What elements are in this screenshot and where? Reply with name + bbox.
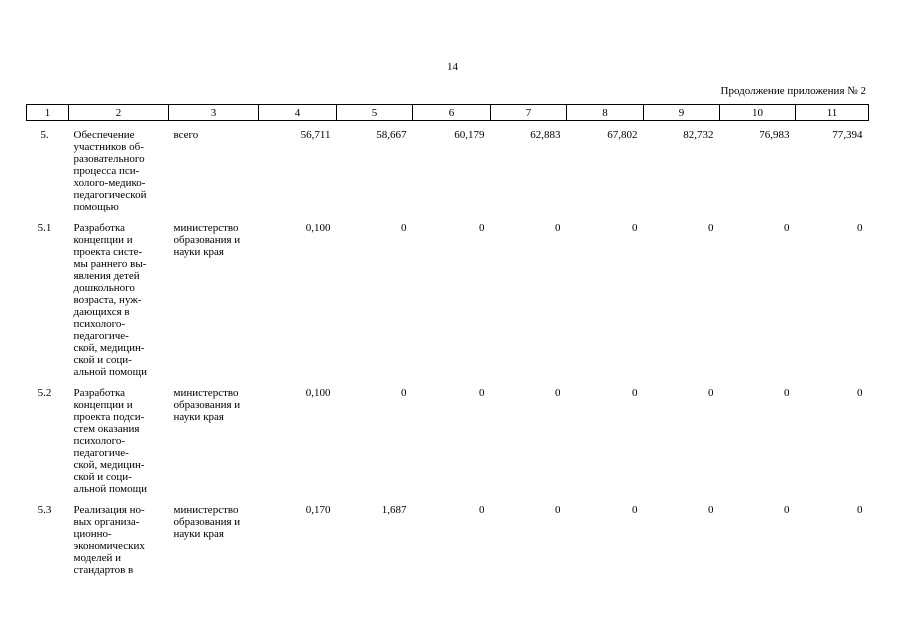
row-name-line: возраста, нуж- [73, 294, 142, 306]
value-cell: 0 [632, 222, 638, 234]
row-name-line: дающихся в [73, 306, 130, 318]
value-cell: 0 [479, 222, 485, 234]
row-name-line: стандартов в [73, 564, 134, 576]
row-name-line: мы раннего вы- [73, 258, 147, 270]
row-name [69, 387, 169, 504]
row-name-line: Разработка [73, 387, 126, 399]
value-cell: 0 [784, 504, 790, 516]
row-name-line: участников об- [73, 141, 144, 153]
value-cell: 0 [857, 222, 863, 234]
row-name-line: явления детей [73, 270, 140, 282]
row-executor-line: науки края [173, 411, 224, 423]
header-cell-7: 7 [491, 105, 567, 121]
row-name-line: стем оказания [73, 423, 140, 435]
row-name-line: экономических [73, 540, 145, 552]
row-executor-line: образования и [173, 234, 241, 246]
row-name-line: Реализация но- [73, 504, 145, 516]
table-row [27, 129, 869, 222]
row-name-line: психолого- [73, 435, 125, 447]
row-executor-line: образования и [173, 399, 241, 411]
value-cell: 0 [632, 504, 638, 516]
row-name-line: процесса пси- [73, 165, 140, 177]
row-name-line: вых организа- [73, 516, 140, 528]
header-cell-11: 11 [796, 105, 869, 121]
value-cell: 67,802 [607, 129, 638, 141]
row-executor-line: министерство [173, 387, 239, 399]
row-name-line: ционно- [73, 528, 112, 540]
value-cell: 58,667 [376, 129, 407, 141]
value-cell: 76,983 [759, 129, 790, 141]
row-name-line: педагогиче- [73, 447, 129, 459]
row-name-line: проекта систе- [73, 246, 143, 258]
row-name-line: моделей и [73, 552, 122, 564]
row-name-line: педагогиче- [73, 330, 129, 342]
row-executor-line: всего [173, 129, 199, 141]
header-cell-4: 4 [259, 105, 337, 121]
row-executor [169, 129, 259, 222]
header-cell-8: 8 [567, 105, 644, 121]
value-cell: 0 [784, 222, 790, 234]
value-cell: 0 [708, 504, 714, 516]
row-name-line: ской, медицин- [73, 459, 145, 471]
row-executor-line: министерство [173, 504, 239, 516]
value-cell: 77,394 [832, 129, 863, 141]
row-number: 5. [40, 129, 49, 141]
value-cell: 0 [401, 222, 407, 234]
value-cell: 1,687 [381, 504, 407, 516]
header-cell-6: 6 [413, 105, 491, 121]
value-cell: 0,170 [305, 504, 331, 516]
row-name [69, 222, 169, 387]
table-row [27, 504, 869, 585]
value-cell: 0,100 [305, 387, 331, 399]
row-number: 5.2 [37, 387, 52, 399]
value-cell: 0 [708, 222, 714, 234]
row-executor-line: науки края [173, 246, 224, 258]
row-name [69, 129, 169, 222]
row-number: 5.3 [37, 504, 52, 516]
table-row [27, 387, 869, 504]
row-name-line: Обеспечение [73, 129, 135, 141]
header-cell-5: 5 [337, 105, 413, 121]
value-cell: 60,179 [454, 129, 485, 141]
row-number: 5.1 [37, 222, 52, 234]
row-executor-line: министерство [173, 222, 239, 234]
value-cell: 0 [632, 387, 638, 399]
continuation-label: Продолжение приложения № 2 [720, 85, 866, 97]
row-name-line: ской и соци- [73, 354, 132, 366]
row-name-line: дошкольного [73, 282, 135, 294]
row-name-line: психолого- [73, 318, 125, 330]
row-name-line: холого-медико- [73, 177, 146, 189]
value-cell: 62,883 [530, 129, 561, 141]
header-cell-1: 1 [27, 105, 69, 121]
row-name-line: ской, медицин- [73, 342, 145, 354]
value-cell: 0,100 [305, 222, 331, 234]
row-name-line: альной помощи [73, 483, 148, 495]
value-cell: 0 [857, 387, 863, 399]
row-executor [169, 387, 259, 504]
table-body [27, 121, 869, 586]
row-name-line: ской и соци- [73, 471, 132, 483]
row-name-line: альной помощи [73, 366, 148, 378]
header-cell-2: 2 [69, 105, 169, 121]
header-cell-3: 3 [169, 105, 259, 121]
row-name-line: Разработка [73, 222, 126, 234]
value-cell: 0 [784, 387, 790, 399]
row-name-line: концепции и [73, 399, 133, 411]
header-cell-9: 9 [644, 105, 720, 121]
row-name-line: проекта подси- [73, 411, 145, 423]
table-header-row [27, 105, 869, 121]
value-cell: 0 [708, 387, 714, 399]
annex-table [26, 104, 869, 585]
value-cell: 0 [555, 222, 561, 234]
header-cell-10: 10 [720, 105, 796, 121]
row-name [69, 504, 169, 585]
row-executor [169, 222, 259, 387]
row-name-line: концепции и [73, 234, 133, 246]
row-executor [169, 504, 259, 585]
value-cell: 0 [401, 387, 407, 399]
value-cell: 0 [555, 504, 561, 516]
row-executor-line: образования и [173, 516, 241, 528]
value-cell: 82,732 [683, 129, 714, 141]
value-cell: 0 [857, 504, 863, 516]
value-cell: 0 [479, 387, 485, 399]
value-cell: 56,711 [300, 129, 331, 141]
row-name-line: разовательного [73, 153, 145, 165]
row-executor-line: науки края [173, 528, 224, 540]
row-name-line: помощью [73, 201, 119, 213]
table-row [27, 222, 869, 387]
value-cell: 0 [479, 504, 485, 516]
row-name-line: педагогической [73, 189, 147, 201]
value-cell: 0 [555, 387, 561, 399]
page-number: 14 [447, 61, 458, 73]
